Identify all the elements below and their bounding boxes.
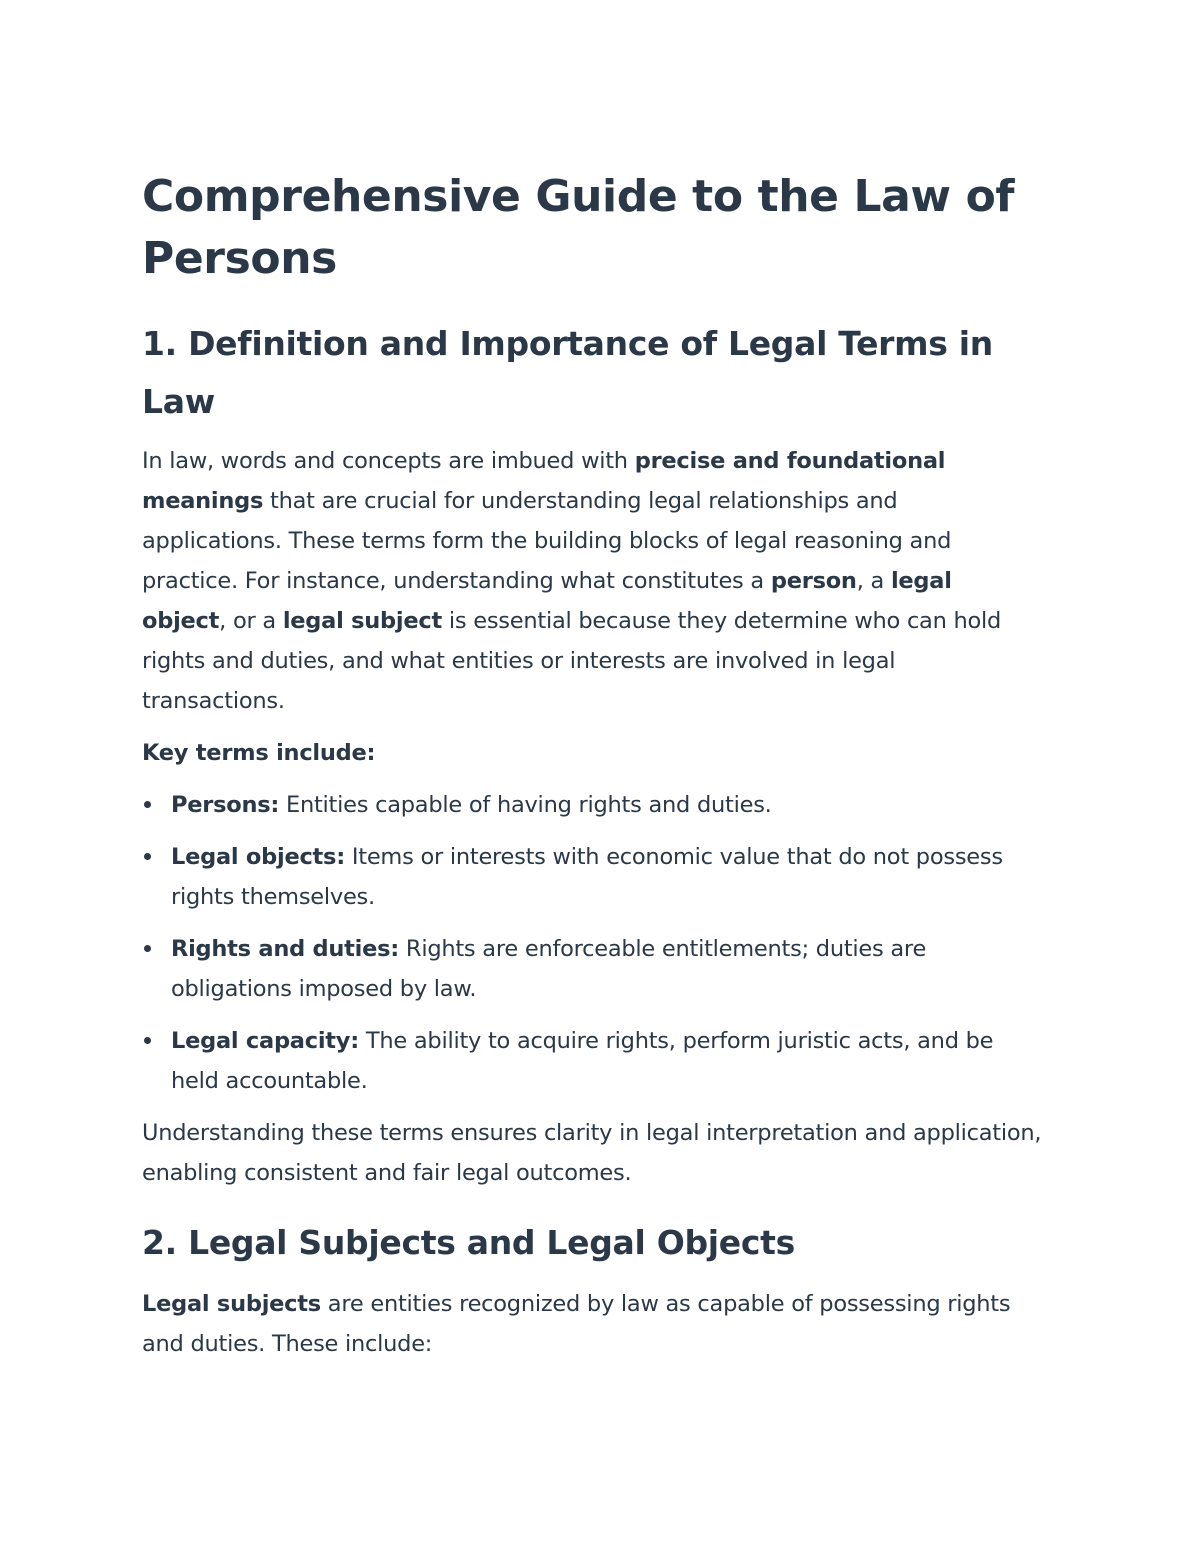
legal-subjects-bold: Legal subjects — [142, 1291, 321, 1317]
intro-text-5: is essential because they determine who can hold rights and duties, and what entities or interests are involved in legal transactions. — [142, 608, 1002, 714]
key-terms-label — [142, 733, 1042, 773]
list-item-text: The ability to acquire rights, perform juristic acts, and be held accountable. — [171, 1028, 994, 1094]
key-terms-list — [142, 785, 1042, 1101]
section-2-paragraph — [142, 1284, 1042, 1364]
intro-bold-legal-object: legal object — [142, 568, 952, 634]
section-1-intro-paragraph — [142, 441, 1042, 721]
section-2-heading: 2. Legal Subjects and Legal Objects — [142, 1223, 795, 1262]
list-item-text: Rights are enforceable entitlements; duties are obligations imposed by law. — [171, 936, 927, 1002]
intro-text-4: , or a — [219, 608, 283, 634]
intro-bold-legal-subject: legal subject — [282, 608, 442, 634]
list-item-text: Entities capable of having rights and duties. — [279, 792, 772, 818]
legal-subjects-text: are entities recognized by law as capable of possessing rights and duties. These include: — [142, 1291, 1011, 1357]
bullet-icon — [144, 853, 151, 860]
intro-text-2: that are crucial for understanding legal relationships and applications. These terms form the building blocks of legal reasoning and practice. For instance, understanding what constitutes a — [142, 488, 952, 594]
list-item-term: Legal capacity: — [171, 1028, 359, 1054]
bullet-icon — [144, 1037, 151, 1044]
intro-bold-person: person — [770, 568, 857, 594]
intro-text-1: In law, words and concepts are imbued with — [142, 448, 635, 474]
list-item-term: Legal objects: — [171, 844, 345, 870]
section-1-outro-paragraph: Understanding these terms ensures clarity in legal interpretation and application, enabling consistent and fair legal outcomes. — [142, 1120, 1042, 1186]
section-1-heading: 1. Definition and Importance of Legal Terms in Law — [142, 324, 993, 421]
intro-text-3: , a — [856, 568, 891, 594]
list-item — [142, 785, 1042, 825]
list-item-text: Items or interests with economic value that do not possess rights themselves. — [171, 844, 1003, 910]
document-title: Comprehensive Guide to the Law of Persons — [142, 171, 1015, 284]
intro-bold-1: precise and foundational meanings — [142, 448, 946, 514]
list-item — [142, 837, 1042, 917]
list-item-term: Persons: — [171, 792, 280, 818]
key-terms-label-text: Key terms include: — [142, 740, 376, 766]
bullet-icon — [144, 801, 151, 808]
bullet-icon — [144, 945, 151, 952]
list-item — [142, 1021, 1042, 1101]
list-item-term: Rights and duties: — [171, 936, 400, 962]
list-item — [142, 929, 1042, 1009]
document-page — [142, 166, 1042, 1364]
